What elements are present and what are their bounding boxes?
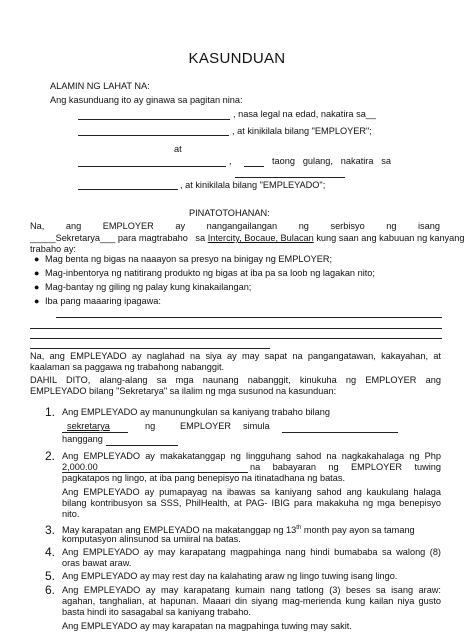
position-text: Sekretarya: [55, 233, 100, 243]
item8-line1: Ang EMPLEYADO ay may karapatan na magpahinga tuwing may sakit.: [62, 621, 352, 631]
party2-line2: , at kinikilala bilang "EMPLEYADO";: [180, 180, 326, 190]
item3-line1: Ang EMPLEYADO ay pumapayag na ibawas sa kaniyang sahod ang kaukulang halaga: [62, 487, 441, 497]
position-suffix: ___ para magtrabaho: [100, 233, 188, 243]
duty-text: Iba pang maaaring ipagawa:: [45, 296, 161, 306]
item-number: 4.: [45, 545, 56, 559]
party2-comma: ,: [229, 156, 232, 166]
item1-position-underline: [62, 432, 128, 433]
item2-line2-rest: na babayaran ng EMPLOYER tuwing: [250, 462, 441, 472]
item2-amount: 2,000.00: [62, 462, 98, 472]
employee-age-blank[interactable]: [244, 166, 264, 167]
item7-line3: basta hindi ito sasagabal sa kaniyang trabaho.: [62, 607, 251, 617]
at-text: at: [174, 144, 182, 154]
duty-item: [34, 268, 375, 279]
duty-item: [34, 282, 251, 293]
item1-ng: ng: [145, 421, 156, 431]
position-prefix: _____: [30, 233, 56, 243]
item4-text-a: May karapatan ang EMPLEYADO na makatanggap ng 13th month pay ayon sa tamang: [62, 525, 415, 536]
duty-text: Mag benta ng bigas na naaayon sa presyo na binigay ng EMPLOYER;: [45, 254, 333, 264]
pinatotohanan-line1: [30, 221, 440, 232]
line2-post: kung saan ang kabuuan ng kanyang: [316, 233, 465, 243]
item4-line2: komputasyon alinsunod sa umiiral na batas.: [62, 534, 241, 544]
other-duties-blank-2[interactable]: [30, 328, 442, 329]
item6-line1: Ang EMPLEYADO ay may rest day na kalahating araw ng lingo tuwing isang lingo.: [62, 571, 398, 581]
p-word-6: ng: [298, 221, 309, 231]
item2-line3: pagkatapos ng lingo, at iba pang benepisyo na itinatadhana ng batas.: [62, 473, 345, 483]
employee-address-blank-1[interactable]: [235, 177, 345, 178]
item1-simula: simula: [243, 421, 270, 431]
employer-name-blank[interactable]: [78, 119, 230, 120]
item1-hanggang: hanggang: [62, 434, 103, 444]
item3-line2: bilang kontribusyon sa SSS, PhilHealth, at PAG- IBIG para makakuha ng mga benepisyo: [62, 498, 441, 508]
document-title: KASUNDUAN: [188, 50, 286, 67]
item7-line2: agahan, tanghalian, at hapunan. Maaari din siyang mag-merienda kung kailan niya gusto: [62, 596, 441, 606]
p-word-3: EMPLOYER: [102, 221, 154, 231]
item2-line1: Ang EMPLEYADO ay makakatanggap ng lingguhang sahod na nagkakahalaga ng Php: [62, 451, 441, 461]
party1-line2: , at kinikilala bilang "EMPLOYER";: [232, 126, 372, 136]
item1-position: sekretarya: [67, 421, 110, 431]
empleyado-para-line2: kaalaman sa paggawa ng trabahong nabanggit.: [30, 362, 225, 372]
dahil-para-line2: EMPLEYADO bilang "Sekretarya" sa ilalim ng mga susunod na kasunduan:: [30, 386, 337, 396]
ginawa-line: Ang kasunduang ito ay ginawa sa pagitan nina:: [50, 95, 243, 105]
duty-item: [34, 296, 161, 307]
item-number: 2.: [45, 449, 56, 463]
alamin-heading: ALAMIN NG LAHAT NA:: [50, 81, 150, 91]
employee-name-blank[interactable]: [78, 166, 226, 167]
duty-text: Mag-inbentorya ng natitirang produkto ng bigas at iba pa sa loob ng lagakan nito;: [45, 268, 375, 278]
other-duties-blank-3[interactable]: [30, 338, 442, 339]
item-number: 3.: [45, 523, 56, 537]
p-word-1: Na,: [30, 221, 45, 231]
party2-age-text: taong gulang, nakatira sa: [272, 156, 391, 166]
p-word-4: ay: [175, 221, 186, 231]
employee-address-blank-2[interactable]: [78, 189, 178, 190]
p-word-8: ng: [386, 221, 397, 231]
pinatotohanan-heading: PINATOTOHANAN:: [189, 208, 270, 218]
bullet-icon: ●: [34, 296, 40, 306]
item-number: 5.: [45, 569, 56, 583]
item3-line3: nito.: [62, 509, 80, 519]
dahil-para-line1: DAHIL DITO, alang-alang sa mga naunang nabanggit, kinukuha ng EMPLOYER ang: [30, 375, 441, 385]
item7-line1: Ang EMPLEYADO ay may karapatang kumain nang tatlong (3) beses sa isang araw:: [62, 585, 441, 595]
start-date-blank[interactable]: [282, 432, 398, 433]
workplace-text: Intercity, Bocaue, Bulacan: [207, 233, 314, 243]
duty-text: Mag-bantay ng giling ng palay kung kinakailangan;: [45, 282, 252, 292]
duty-item: [34, 254, 332, 265]
other-duties-blank-1[interactable]: [56, 317, 442, 318]
employer-address-blank[interactable]: [78, 135, 229, 136]
bullet-icon: ●: [34, 282, 40, 292]
item1-line1: Ang EMPLEYADO ay manunungkulan sa kaniyang trabaho bilang: [62, 407, 330, 417]
other-duties-blank-4[interactable]: [30, 348, 270, 349]
item-number: 6.: [45, 583, 56, 597]
end-date-blank[interactable]: [106, 445, 178, 446]
p-word-5: nangangailangan: [206, 221, 278, 231]
sa-text: sa: [195, 233, 206, 243]
p-word-2: ang: [65, 221, 82, 231]
p-word-9: isang: [418, 221, 440, 231]
item5-line2: oras bawat araw.: [62, 558, 132, 568]
item5-line1: Ang EMPLEYADO ay may karapatang magpahinga nang hindi bumababa sa walong (8): [62, 547, 441, 557]
pinatotohanan-line2: [30, 233, 464, 244]
pinatotohanan-line3: trabaho ay:: [30, 244, 76, 254]
item1-employer: EMPLOYER: [180, 421, 232, 431]
party1-line1: , nasa legal na edad, nakatira sa__: [233, 109, 377, 119]
empleyado-para-line1: Na, ang EMPLEYADO ay naglahad na siya ay may sapat na pangangatawan, kakayahan, at: [30, 351, 441, 361]
p-word-7: serbisyo: [330, 221, 365, 231]
bullet-icon: ●: [34, 254, 40, 264]
bullet-icon: ●: [34, 268, 40, 278]
item-number: 1.: [45, 405, 56, 419]
ordinal-suffix: th: [296, 525, 302, 531]
